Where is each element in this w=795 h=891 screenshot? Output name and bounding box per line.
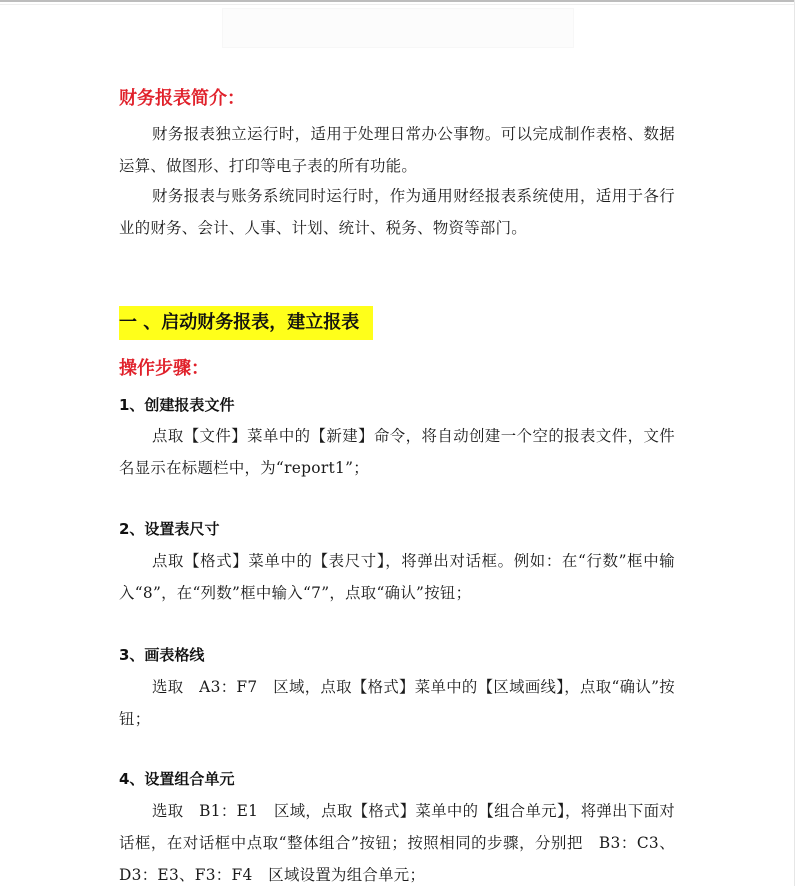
page-top-rule [0, 4, 795, 5]
faint-header-watermark [222, 8, 574, 48]
step-4-body: 选取 B1：E1 区域，点取【格式】菜单中的【组合单元】，将弹出下面对话框，在对话框中点取“整体组合”按钮；按照相同的步骤，分别把 B3：C3、D3：E3、F3：F4 区域设置为组合单元； [119, 802, 675, 884]
step-2-body: 点取【格式】菜单中的【表尺寸】，将弹出对话框。例如：在“行数”框中输入“8”，在“列数”框中输入“7”，点取“确认”按钮； [119, 552, 675, 602]
step-1-body: 点取【文件】菜单中的【新建】命令，将自动创建一个空的报表文件，文件名显示在标题栏中，为“report1”； [119, 427, 675, 477]
step-3-title: 3、画表格线 [119, 646, 205, 664]
steps-heading: 操作步骤： [119, 358, 209, 379]
step-2-title: 2、设置表尺寸 [119, 520, 220, 538]
step-3-body: 选取 A3：F7 区域，点取【格式】菜单中的【区域画线】，点取“确认”按钮； [119, 678, 675, 728]
step-4-title: 4、设置组合单元 [119, 770, 235, 788]
intro-heading: 财务报表简介： [119, 88, 245, 109]
section-title-highlighted: 一 、启动财务报表，建立报表 [119, 306, 373, 340]
step-1-title: 1、创建报表文件 [119, 396, 235, 414]
intro-paragraph-1: 财务报表独立运行时，适用于处理日常办公事物。可以完成制作表格、数据运算、做图形、打印等电子表的所有功能。 [119, 125, 675, 175]
page-top-border [0, 0, 795, 2]
intro-paragraph-2: 财务报表与账务系统同时运行时，作为通用财经报表系统使用，适用于各行业的财务、会计、人事、计划、统计、税务、物资等部门。 [119, 187, 675, 237]
